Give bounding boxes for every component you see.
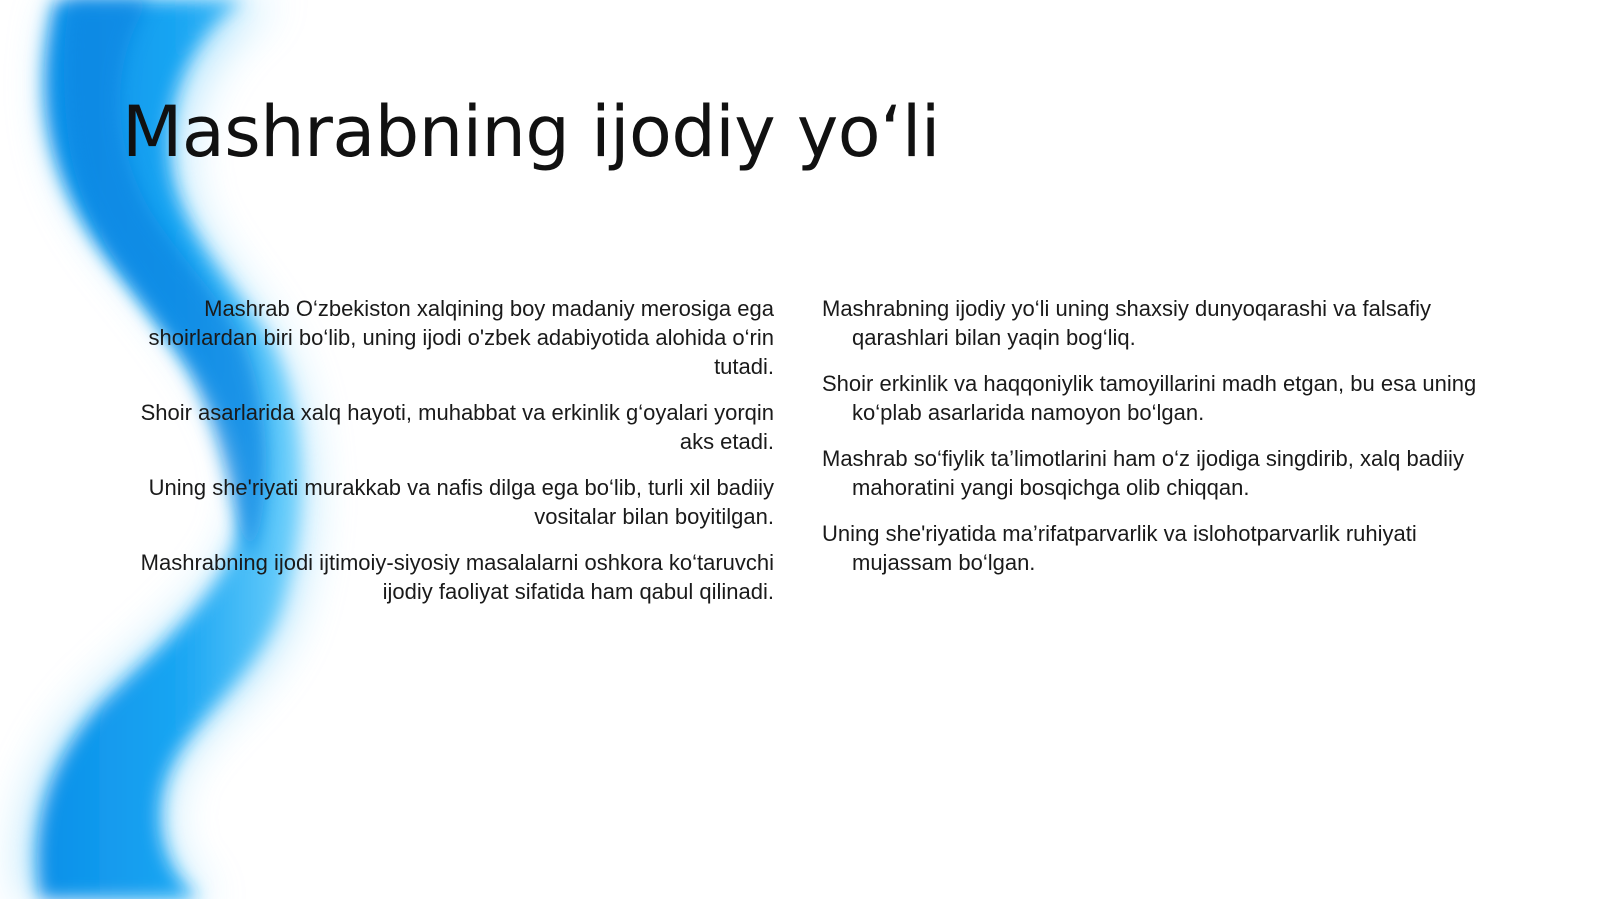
left-paragraph: Mashrabning ijodi ijtimoiy-siyosiy masalalarni oshkora ko‘taruvchi ijodiy faoliyat sifatida ham qabul qilinadi. (140, 550, 774, 604)
right-text-column (822, 294, 1482, 594)
left-paragraph: Mashrab O‘zbekiston xalqining boy madaniy merosiga ega shoirlardan biri bo‘lib, uning ijodi o'zbek adabiyotida alohida o‘rin tutadi. (148, 296, 774, 379)
right-paragraph: Uning she'riyatida ma’rifatparvarlik va islohotparvarlik ruhiyati mujassam bo‘lgan. (822, 521, 1417, 575)
right-paragraph: Mashrab so‘fiylik ta’limotlarini ham o‘z ijodiga singdirib, xalq badiiy mahoratini yangi bosqichga olib chiqqan. (822, 446, 1464, 500)
slide-title: Mashrabning ijodiy yo‘li (122, 91, 940, 173)
right-paragraph: Mashrabning ijodiy yo‘li uning shaxsiy dunyoqarashi va falsafiy qarashlari bilan yaqin bog‘liq. (822, 296, 1431, 350)
right-paragraph: Shoir erkinlik va haqqoniylik tamoyillarini madh etgan, bu esa uning ko‘plab asarlarida namoyon bo‘lgan. (822, 371, 1477, 425)
left-paragraph: Shoir asarlarida xalq hayoti, muhabbat va erkinlik g‘oyalari yorqin aks etadi. (140, 400, 774, 454)
left-text-column (130, 294, 774, 623)
left-paragraph: Uning she'riyati murakkab va nafis dilga ega bo‘lib, turli xil badiiy vositalar bilan boyitilgan. (148, 475, 774, 529)
